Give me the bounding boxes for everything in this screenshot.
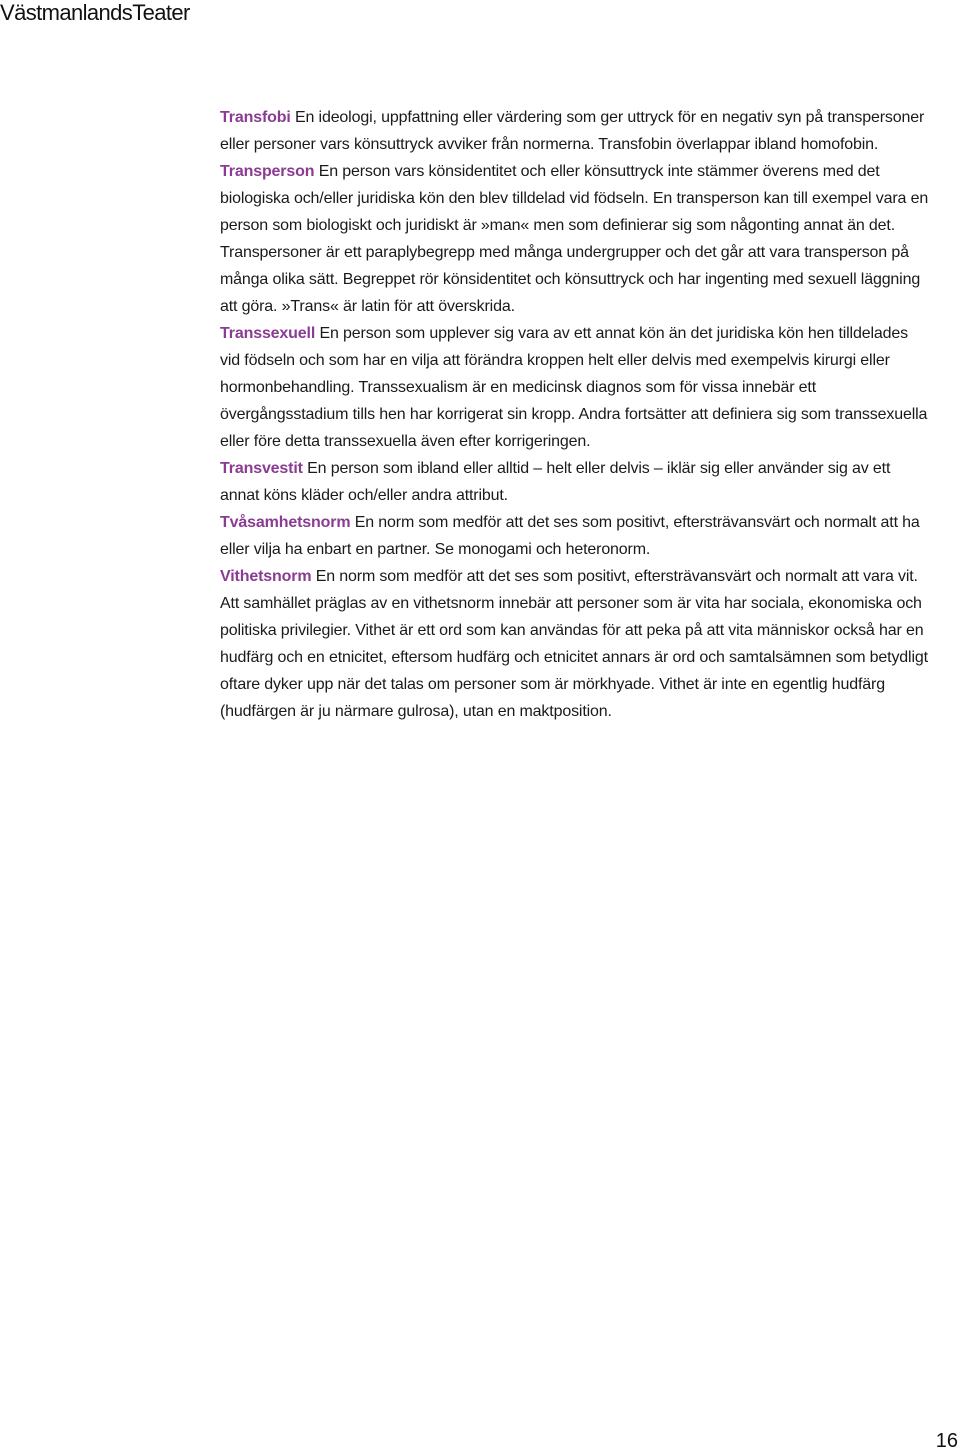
glossary-list <box>220 104 932 725</box>
glossary-term: Transfobi <box>220 109 291 126</box>
glossary-definition: En person som ibland eller alltid – helt eller delvis – iklär sig eller använder sig av ett annat köns kläder och/eller andra attribut. <box>220 460 891 504</box>
glossary-entry-tvasamhetsnorm <box>220 509 932 563</box>
glossary-entry-transsexuell <box>220 320 932 455</box>
glossary-term: Vithetsnorm <box>220 568 312 585</box>
glossary-definition: En person vars könsidentitet och eller könsuttryck inte stämmer överens med det biologiska och/eller juridiska kön den blev tilldelad vid födseln. En transperson kan till exempel vara en person som biologiskt och juridiskt är »man« men som definierar sig som någonting annat än det. Transpersoner är ett paraplybegrepp med många undergrupper och det går att vara transperson på många olika sätt. Begreppet rör könsidentitet och könsuttryck och har ingenting med sexuell läggning att göra. »Trans« är latin för att överskrida. <box>220 163 929 315</box>
glossary-definition: En ideologi, uppfattning eller värdering som ger uttryck för en negativ syn på transpersoner eller personer vars könsuttryck avviker från normerna. Transfobin överlappar ibland homofobin. <box>220 109 925 153</box>
glossary-definition: En norm som medför att det ses som positivt, eftersträvansvärt och normalt att ha eller vilja ha enbart en partner. Se monogami och heteronorm. <box>220 514 920 558</box>
glossary-definition: En norm som medför att det ses som positivt, eftersträvansvärt och normalt att vara vit. Att samhället präglas av en vithetsnorm innebär att personer som är vita har sociala, ekonomiska och politiska privilegier. Vithet är ett ord som kan användas för att peka på att vita människor också har en hudfärg och en etnicitet, eftersom hudfärg och etnicitet annars är ord och samtalsämnen som betydligt oftare dyker upp när det talas om personer som är mörkhyade. Vithet är inte en egentlig hudfärg (hudfärgen är ju närmare gulrosa), utan en maktposition. <box>220 568 928 720</box>
glossary-term: Transsexuell <box>220 325 316 342</box>
glossary-entry-transperson <box>220 158 932 320</box>
glossary-definition: En person som upplever sig vara av ett annat kön än det juridiska kön hen tilldelades vid födseln och som har en vilja att förändra kroppen helt eller delvis med exempelvis kirurgi eller hormonbehandling. Transsexualism är en medicinsk diagnos som för vissa innebär ett övergångsstadium tills hen har korrigerat sin kropp. Andra fortsätter att definiera sig som transsexuella eller före detta transsexuella även efter korrigeringen. <box>220 325 928 450</box>
glossary-term: Tvåsamhetsnorm <box>220 514 351 531</box>
glossary-term: Transvestit <box>220 460 303 477</box>
glossary-entry-vithetsnorm <box>220 563 932 725</box>
glossary-entry-transfobi <box>220 104 932 158</box>
glossary-term: Transperson <box>220 163 315 180</box>
page-number: 16 <box>935 1430 958 1452</box>
glossary-entry-transvestit <box>220 455 932 509</box>
brand-logo-text: VästmanlandsTeater <box>0 0 190 25</box>
